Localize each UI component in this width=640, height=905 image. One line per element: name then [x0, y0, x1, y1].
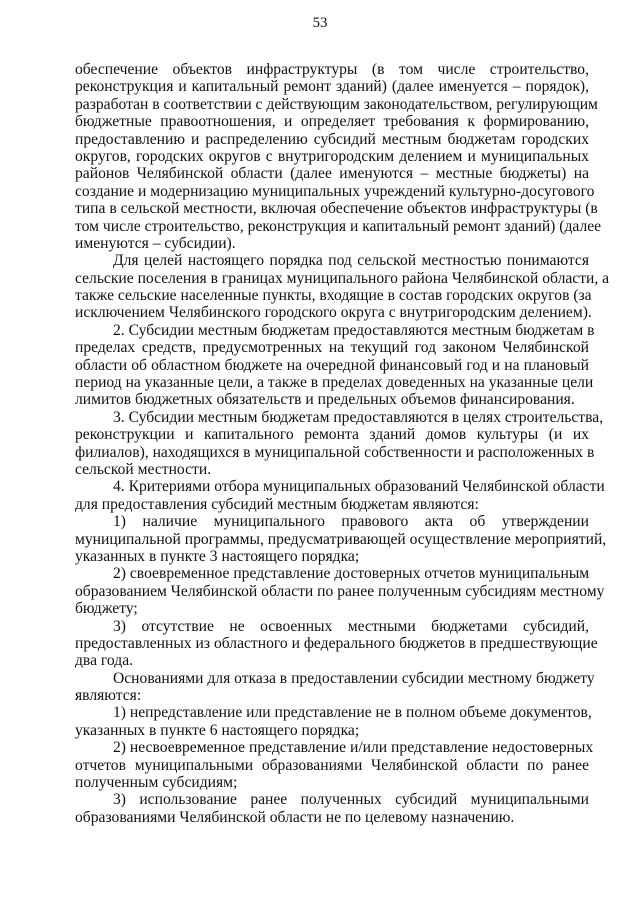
paragraph [75, 478, 605, 513]
text-line: также сельские населенные пункты, входящие в состав городских округов (за [75, 287, 592, 305]
text-line: лимитов бюджетных обязательств и предельных объемов финансирования. [75, 391, 575, 409]
text-line: для предоставления субсидий местным бюджетам являются: [75, 495, 479, 513]
text-line: Для целей настоящего порядка под сельской местностью понимаются [113, 252, 589, 270]
paragraph [75, 704, 592, 739]
text-line: исключением Челябинского городского округа с внутригородским делением). [75, 304, 592, 322]
text-line: 3) использование ранее полученных субсидий муниципальными [113, 791, 589, 809]
paragraph [75, 61, 602, 252]
text-line: 3) отсутствие не освоенных местными бюджетами субсидий, [113, 617, 589, 635]
text-line: создание и модернизацию муниципальных учреждений культурно-досугового [75, 182, 595, 200]
page-number: 53 [312, 15, 328, 31]
text-line: районов Челябинской области (далее именуются – местные бюджеты) на [75, 165, 589, 183]
text-line: 3. Субсидии местным бюджетам предоставляются в целях строительства, [113, 408, 604, 426]
text-line: отчетов муниципальными образованиями Челябинской области по ранее [75, 756, 589, 774]
text-line: 1) наличие муниципального правового акта об утверждении [113, 513, 589, 531]
text-line: муниципальной программы, предусматривающей осуществление мероприятий, [75, 530, 607, 548]
text-line: 2) своевременное представление достоверных отчетов муниципальным [113, 565, 590, 583]
text-line: 2) несвоевременное представление и/или представление недостоверных [113, 739, 594, 757]
text-line: предоставлению и распределению субсидий местным бюджетам городских [75, 130, 589, 148]
text-line: 4. Критериями отбора муниципальных образований Челябинской области [113, 478, 605, 496]
paragraph [75, 669, 595, 705]
paragraph [75, 617, 598, 670]
text-line: том числе строительство, реконструкция и капитальный ремонт зданий) (далее [75, 217, 602, 235]
text-line: типа в сельской местности, включая обеспечение объектов инфраструктуры (в [75, 200, 598, 218]
text-line: 1) непредставление или представление не в полном объеме документов, [113, 704, 592, 722]
text-line: Основаниями для отказа в предоставлении субсидии местному бюджету [113, 669, 595, 687]
text-line: два года. [75, 652, 134, 670]
paragraph [75, 321, 595, 409]
paragraph [75, 513, 607, 565]
text-line: округов, городских округов с внутригородским делением и муниципальных [75, 147, 589, 165]
text-line: реконструкции и капитального ремонта зданий домов культуры (и их [75, 426, 589, 444]
text-line: образованием Челябинской области по ранее полученным субсидиям местному [75, 582, 605, 600]
text-line: обеспечение объектов инфраструктуры (в том числе строительство, [75, 61, 589, 78]
text-line: сельской местности. [75, 460, 212, 478]
text-line: период на указанные цели, а также в пределах доведенных на указанные цели [75, 374, 594, 392]
text-line: пределах средств, предусмотренных на текущий год законом Челябинской [75, 339, 589, 357]
text-line: предоставленных из областного и федерального бюджетов в предшествующие [75, 634, 598, 652]
text-line: указанных в пункте 3 настоящего порядка; [75, 547, 360, 565]
paragraph [75, 791, 589, 826]
text-line: полученным субсидиям; [75, 774, 238, 792]
text-line: бюджету; [75, 600, 138, 618]
text-line: разработан в соответствии с действующим законодательством, регулирующим [75, 95, 598, 113]
document-body [75, 61, 610, 826]
text-line: именуются – субсидии). [75, 234, 236, 252]
text-line: области об областном бюджете на очередной финансовый год и на плановый [75, 356, 589, 374]
paragraph [75, 565, 605, 618]
paragraph [75, 252, 610, 322]
text-line: бюджетные правоотношения, и определяет требования к формированию, [75, 113, 589, 131]
paragraph [75, 408, 604, 479]
text-line: образованиями Челябинской области не по целевому назначению. [75, 808, 515, 826]
text-line: филиалов), находящихся в муниципальной собственности и расположенных в [75, 443, 595, 461]
paragraph [75, 739, 594, 792]
text-line: реконструкция и капитальный ремонт зданий) (далее именуется – порядок), [75, 78, 589, 96]
text-line: указанных в пункте 6 настоящего порядка; [75, 721, 360, 739]
text-line: 2. Субсидии местным бюджетам предоставляются местным бюджетам в [113, 321, 595, 339]
text-line: сельские поселения в границах муниципального района Челябинской области, а [75, 269, 610, 287]
text-line: являются: [75, 687, 142, 705]
